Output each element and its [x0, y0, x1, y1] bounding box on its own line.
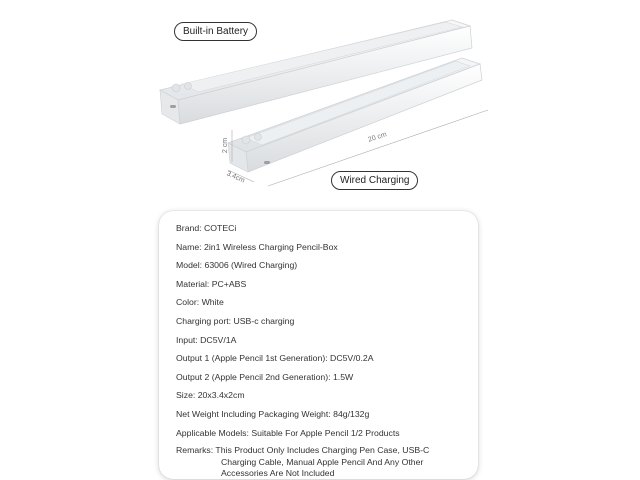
spec-net-weight: Net Weight Including Packaging Weight: 84g/132g: [176, 408, 370, 419]
spec-output-2: Output 2 (Apple Pencil 2nd Generation): 1.5W: [176, 371, 354, 382]
built-in-battery-label: Built-in Battery: [174, 22, 257, 41]
dimension-width: 3.4cm: [225, 170, 246, 185]
spec-remarks: [176, 442, 476, 480]
spec-applicable-models: Applicable Models: Suitable For Apple Pencil 1/2 Products: [176, 427, 400, 438]
remarks-line-2: Charging Cable, Manual Apple Pencil And Any Other: [221, 456, 424, 467]
spec-charging-port: Charging port: USB-c charging: [176, 315, 295, 326]
specs-list: [176, 219, 476, 480]
dimension-length: 20 cm: [367, 131, 388, 144]
product-photo: [0, 0, 640, 200]
spec-name: Name: 2in1 Wireless Charging Pencil-Box: [176, 241, 338, 252]
wired-charging-label: Wired Charging: [331, 171, 418, 190]
spec-model: Model: 63006 (Wired Charging): [176, 260, 298, 271]
remarks-line-3: Accessories Are Not Included: [221, 468, 335, 479]
spec-brand: Brand: COTECi: [176, 223, 237, 233]
dimension-height: 2 cm: [222, 137, 230, 154]
spec-material: Material: PC+ABS: [176, 278, 247, 289]
spec-color: Color: White: [176, 297, 224, 308]
spec-input: Input: DC5V/1A: [176, 334, 237, 345]
remarks-line-1: Remarks: This Product Only Includes Charging Pen Case, USB-C: [176, 445, 430, 456]
spec-output-1: Output 1 (Apple Pencil 1st Generation): DC5V/0.2A: [176, 353, 374, 364]
spec-size: Size: 20x3.4x2cm: [176, 390, 245, 401]
